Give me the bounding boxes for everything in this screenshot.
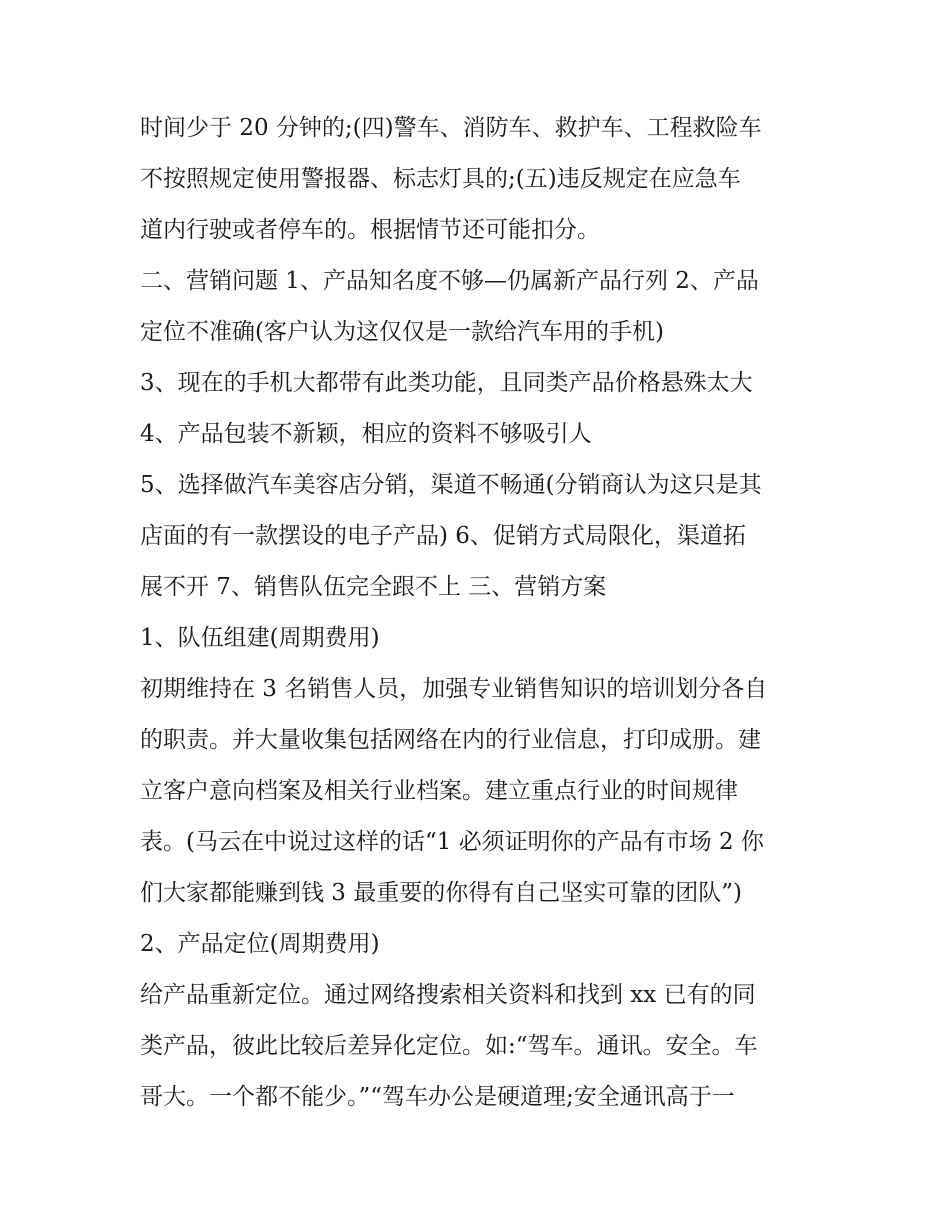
text-line: 表。(马云在中说过这样的话“1 必须证明你的产品有市场 2 你 — [140, 829, 764, 855]
text-line: 初期维持在 3 名销售人员，加强专业销售知识的培训划分各自 — [140, 676, 768, 702]
text-line: 给产品重新定位。通过网络搜索相关资料和找到 xx 已有的同 — [140, 982, 756, 1008]
text-line: 的职责。并大量收集包括网络在内的行业信息，打印成册。建 — [140, 727, 761, 753]
text-line: 3、现在的手机大都带有此类功能，且同类产品价格悬殊太大 — [140, 370, 753, 396]
text-line: 时间少于 20 分钟的;(四)警车、消防车、救护车、工程救险车 — [140, 115, 762, 141]
text-line: 5、选择做汽车美容店分销，渠道不畅通(分销商认为这只是其 — [140, 472, 762, 498]
text-line: 不按照规定使用警报器、标志灯具的;(五)违反规定在应急车 — [140, 166, 741, 192]
text-line: 立客户意向档案及相关行业档案。建立重点行业的时间规律 — [140, 778, 738, 804]
document-body — [140, 103, 820, 1123]
text-line: 哥大。一个都不能少。”“驾车办公是硬道理;安全通讯高于一 — [140, 1084, 735, 1110]
text-line: 店面的有一款摆设的电子产品) 6、促销方式局限化，渠道拓 — [140, 523, 746, 549]
text-line: 道内行驶或者停车的。根据情节还可能扣分。 — [140, 217, 600, 243]
text-line: 们大家都能赚到钱 3 最重要的你得有自己坚实可靠的团队”) — [140, 880, 742, 906]
section-heading-line: 二、营销问题 1、产品知名度不够—仍属新产品行列 2、产品 — [140, 268, 759, 294]
text-line: 4、产品包装不新颖，相应的资料不够吸引人 — [140, 421, 592, 447]
text-line: 定位不准确(客户认为这仅仅是一款给汽车用的手机) — [140, 319, 664, 345]
text-line: 展不开 7、销售队伍完全跟不上 三、营销方案 — [140, 574, 607, 600]
subsection-heading: 1、队伍组建(周期费用) — [140, 625, 380, 651]
text-line: 类产品，彼此比较后差异化定位。如:“驾车。通讯。安全。车 — [140, 1033, 758, 1059]
subsection-heading: 2、产品定位(周期费用) — [140, 931, 380, 957]
